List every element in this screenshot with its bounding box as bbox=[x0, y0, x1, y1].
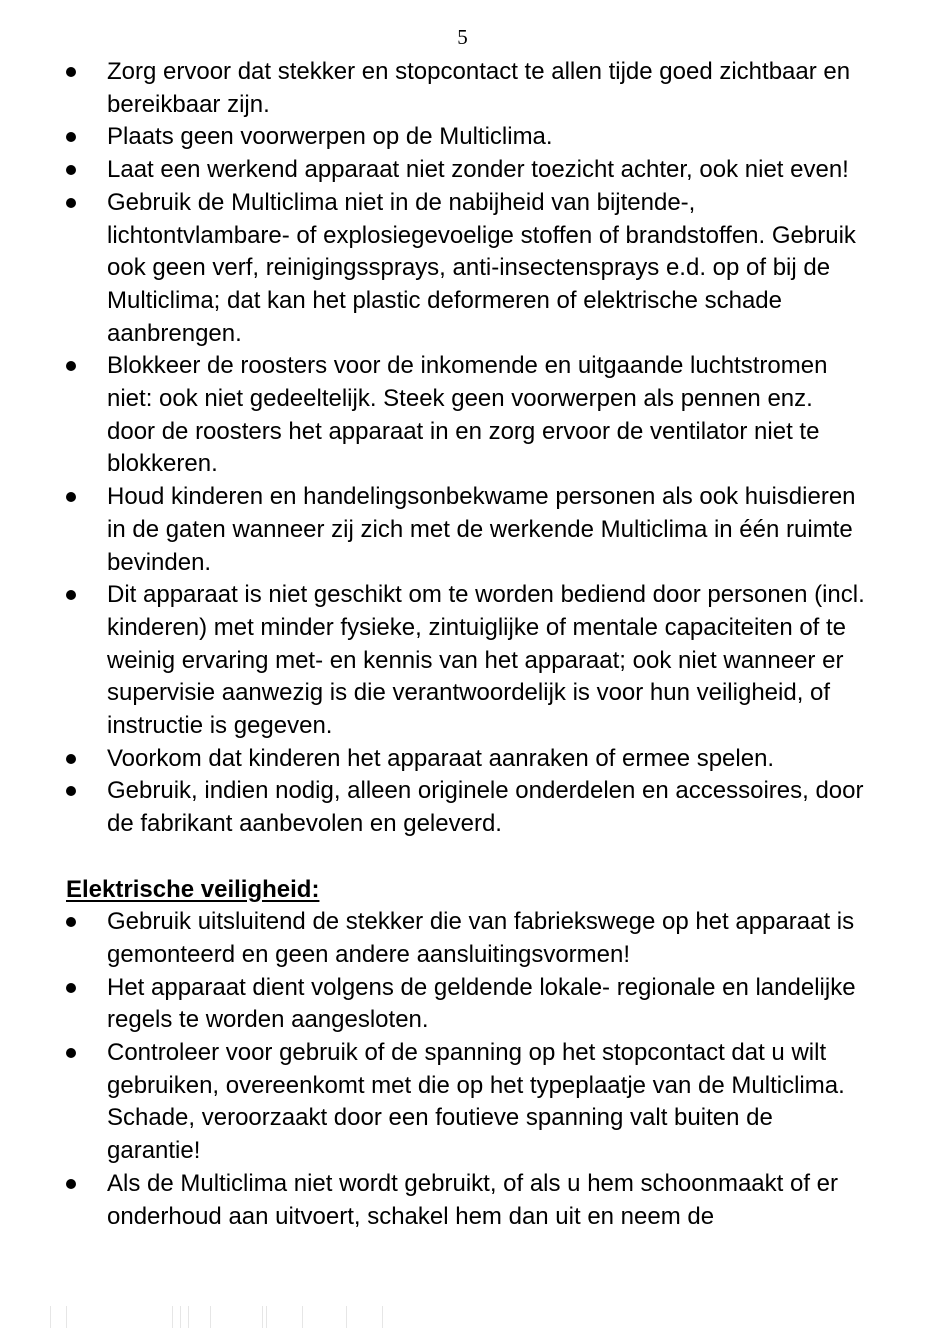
list-item-text: Als de Multiclima niet wordt gebruikt, of als u hem schoonmaakt of er onderhoud aan uitvoert, schakel hem dan uit en neem de bbox=[107, 1169, 838, 1230]
list-item-text: Houd kinderen en handelingsonbekwame personen als ook huisdieren in de gaten wanneer zij zich met de werkende Multiclima in één ruimte bevinden. bbox=[107, 483, 856, 576]
bullet-icon bbox=[66, 1179, 76, 1189]
list-item bbox=[0, 481, 867, 579]
scan-artifact-marks bbox=[40, 1306, 440, 1328]
list-item bbox=[0, 350, 867, 481]
list-item bbox=[0, 775, 867, 840]
bullet-icon bbox=[66, 198, 76, 208]
bullet-icon bbox=[66, 361, 76, 371]
electrical-safety-list bbox=[0, 906, 950, 1233]
list-item-text: Plaats geen voorwerpen op de Multiclima. bbox=[107, 123, 553, 151]
bullet-icon bbox=[66, 754, 76, 764]
list-item-text: Laat een werkend apparaat niet zonder toezicht achter, ook niet even! bbox=[107, 156, 849, 184]
bullet-icon bbox=[66, 165, 76, 175]
bullet-icon bbox=[66, 590, 76, 600]
list-item-text: Gebruik, indien nodig, alleen originele onderdelen en accessoires, door de fabrikant aanbevolen en geleverd. bbox=[107, 777, 864, 838]
bullet-icon bbox=[66, 983, 76, 993]
list-item-text: Blokkeer de roosters voor de inkomende en uitgaande luchtstromen niet: ook niet gedeeltelijk. Steek geen voorwerpen als pennen enz. door de roosters het apparaat in en zorg ervoor de ventilator niet te blokkeren. bbox=[107, 352, 828, 478]
safety-list bbox=[0, 56, 950, 841]
bullet-icon bbox=[66, 786, 76, 796]
document-body bbox=[0, 56, 950, 1233]
bullet-icon bbox=[66, 1048, 76, 1058]
list-item bbox=[0, 56, 867, 121]
bullet-icon bbox=[66, 67, 76, 77]
list-item bbox=[0, 121, 867, 154]
list-item bbox=[0, 154, 867, 187]
list-item bbox=[0, 906, 867, 971]
page-number: 5 bbox=[457, 25, 468, 49]
list-item-text: Het apparaat dient volgens de geldende lokale- regionale en landelijke regels te worden aangesloten. bbox=[107, 973, 856, 1034]
bullet-icon bbox=[66, 917, 76, 927]
list-item bbox=[0, 1168, 867, 1233]
bullet-icon bbox=[66, 132, 76, 142]
list-item bbox=[0, 972, 867, 1037]
list-item-text: Controleer voor gebruik of de spanning op het stopcontact dat u wilt gebruiken, overeenkomt met die op het typeplaatje van de Multiclima. Schade, veroorzaakt door een foutieve spanning valt buiten de garantie! bbox=[107, 1039, 845, 1165]
list-item-text: Gebruik uitsluitend de stekker die van fabriekswege op het apparaat is gemonteerd en geen andere aansluitingsvormen! bbox=[107, 908, 855, 968]
list-item-text: Gebruik de Multiclima niet in de nabijheid van bijtende-, lichtontvlambare- of explosiegevoelige stoffen of brandstoffen. Gebruik ook geen verf, reinigingssprays, anti-insectensprays e.d. op of bij de Multiclima; dat kan het plastic deformeren of elektrische schade aanbrengen. bbox=[107, 188, 856, 347]
list-item bbox=[0, 743, 867, 776]
bullet-icon bbox=[66, 492, 76, 502]
list-item-text: Zorg ervoor dat stekker en stopcontact te allen tijde goed zichtbaar en bereikbaar zijn. bbox=[107, 58, 851, 118]
section-heading: Elektrische veiligheid: bbox=[66, 875, 320, 903]
list-item bbox=[0, 579, 867, 743]
list-item-text: Dit apparaat is niet geschikt om te worden bediend door personen (incl. kinderen) met minder fysieke, zintuiglijke of mentale capaciteiten of te weinig ervaring met- en kennis van het apparaat; ook niet wanneer er supervisie aanwezig is die verantwoordelijk is voor hun veiligheid, of instructie is gegeven. bbox=[107, 581, 865, 740]
list-item-text: Voorkom dat kinderen het apparaat aanraken of ermee spelen. bbox=[107, 744, 775, 772]
list-item bbox=[0, 187, 867, 351]
list-item bbox=[0, 1037, 867, 1168]
